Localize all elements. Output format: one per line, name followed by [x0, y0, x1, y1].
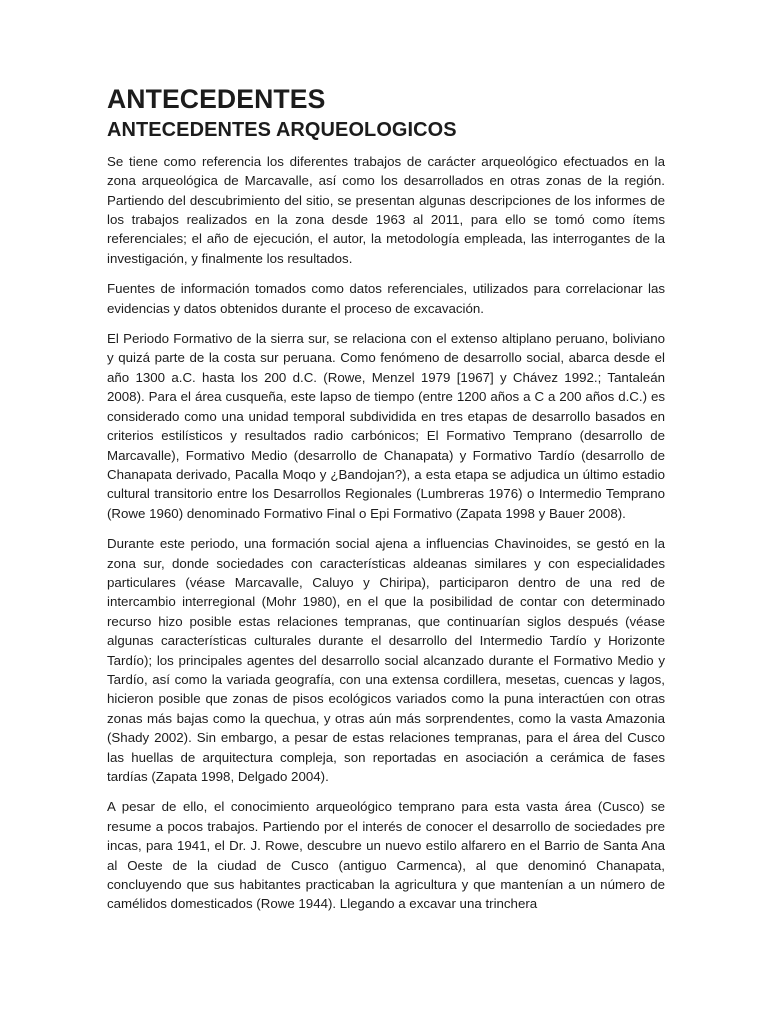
paragraph-3: El Periodo Formativo de la sierra sur, se relaciona con el extenso altiplano peruano, boliviano y quizá parte de la costa sur peruana. Como fenómeno de desarrollo social, abarca desde el año 1300 a.C. hasta los 200 d.C. (Rowe, Menzel 1979 [1967] y Chávez 1992.; Tantaleán 2008). Para el área cusqueña, este lapso de tiempo (entre 1200 años a C a 200 años d.C.) es considerado como una unidad temporal subdividida en tres etapas de desarrollo basados en criterios estilísticos y resultados radio carbónicos; El Formativo Temprano (desarrollo de Marcavalle), Formativo Medio (desarrollo de Chanapata) y Formativo Tardío (desarrollo de Chanapata derivado, Pacalla Moqo y ¿Bandojan?), a esta etapa se adjudica un último estadio cultural transitorio entre los Desarrollos Regionales (Lumbreras 1976) o Intermedio Temprano (Rowe 1960) denominado Formativo Final o Epi Formativo (Zapata 1998 y Bauer 2008).	[107, 331, 665, 521]
paragraph-2: Fuentes de información tomados como datos referenciales, utilizados para correlacionar las evidencias y datos obtenidos durante el proceso de excavación.	[107, 281, 665, 316]
subsection-heading: ANTECEDENTES ARQUEOLOGICOS	[107, 119, 457, 142]
document-page	[107, 84, 665, 925]
paragraph-5: A pesar de ello, el conocimiento arqueológico temprano para esta vasta área (Cusco) se resume a pocos trabajos. Partiendo por el interés de conocer el desarrollo de sociedades pre incas, para 1941, el Dr. J. Rowe, descubre un nuevo estilo alfarero en el Barrio de Santa Ana al Oeste de la ciudad de Cusco (antiguo Carmenca), al que denominó Chanapata, concluyendo que sus habitantes practicaban la agricultura y que mantenían a un número de camélidos domesticados (Rowe 1944). Llegando a excavar una trinchera	[107, 799, 665, 912]
section-heading: ANTECEDENTES	[107, 84, 326, 114]
paragraph-4: Durante este periodo, una formación social ajena a influencias Chavinoides, se gestó en la zona sur, donde sociedades con características aldeanas similares y con especialidades particulares (véase Marcavalle, Caluyo y Chiripa), participaron dentro de una red de intercambio interregional (Mohr 1980), en el que la posibilidad de contar con determinado recurso hizo posible estas relaciones tempranas, que continuarían siglos después (véase algunas características culturales durante el desarrollo del Intermedio Tardío y Horizonte Tardío); los principales agentes del desarrollo social alcanzado durante el Formativo Medio y Tardío, así como la variada geografía, con una extensa cordillera, mesetas, cuencas y lagos, hicieron posible que zonas de pisos ecológicos variados como la puna interactúen con otras zonas más bajas como la quechua, y otras aún más sorprendentes, como la vasta Amazonia (Shady 2002). Sin embargo, a pesar de estas relaciones tempranas, para el área del Cusco las huellas de arquitectura compleja, son reportadas en asociación a cerámica de fases tardías (Zapata 1998, Delgado 2004).	[107, 536, 665, 784]
paragraph-1: Se tiene como referencia los diferentes trabajos de carácter arqueológico efectuados en la zona arqueológica de Marcavalle, así como los desarrollados en otras zonas de la región. Partiendo del descubrimiento del sitio, se presentan algunas descripciones de los informes de los trabajos realizados en la zona desde 1963 al 2011, para ello se tomó como ítems referenciales; el año de ejecución, el autor, la metodología empleada, las interrogantes de la investigación, y finalmente los resultados.	[107, 153, 665, 266]
